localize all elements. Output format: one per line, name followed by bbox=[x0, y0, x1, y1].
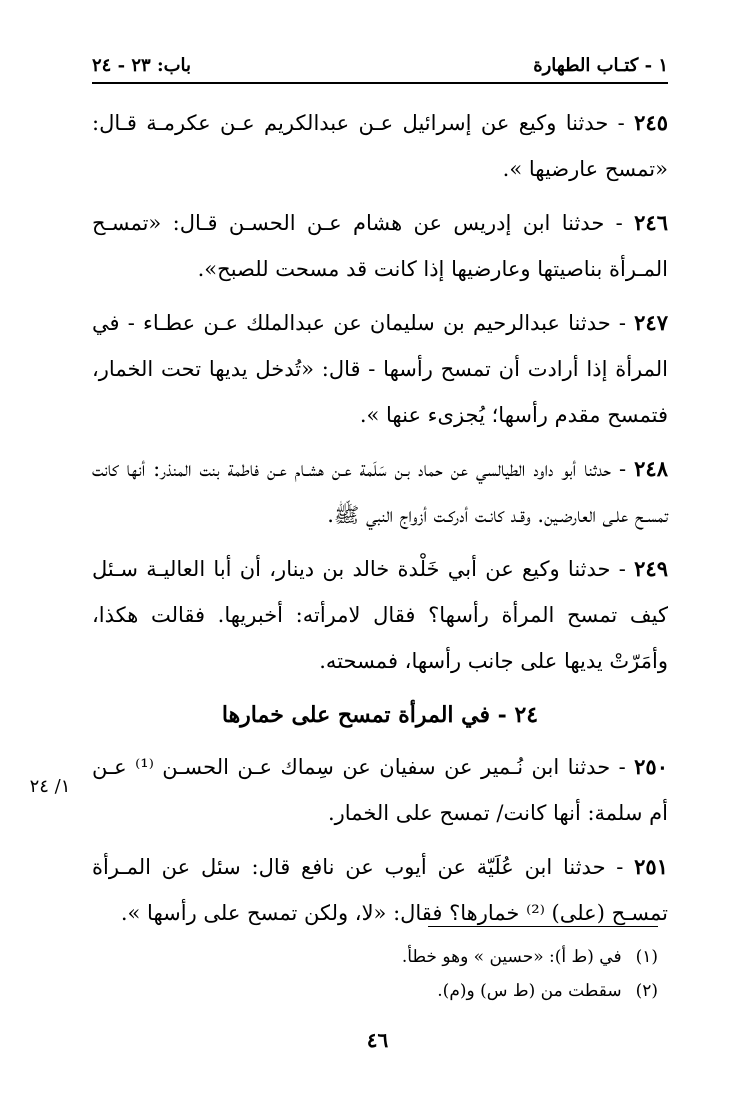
margin-page-reference: ١/ ٢٤ bbox=[29, 776, 71, 797]
hadith-text: حدثنا عبدالرحيم بن سليمان عن عبدالملك عـن عطـاء - في المرأة إذا أرادت أن تمسح رأسها - قال: «تُدخل يديها تحت الخمار، فتمسح مقدم رأسها؛ يُجزىء عنها ». bbox=[92, 311, 668, 427]
hadith-number: ٢٤٥ bbox=[634, 110, 668, 135]
hadith-text: حدثنا وكيع عن أبي خَلْدة خالد بن دينار، أن أبا العاليـة سـئل كيف تمسح المرأة رأسها؟ فقال لامرأته: أخبريها. فقالت هكذا، وأمَرّتْ يديها على جانب رأسها، فمسحته. bbox=[92, 557, 668, 673]
hadith-text: حدثنا أبو داود الطيالسي عن حماد بـن سَلَمة عـن هشـام عـن فاطمة بنت المنذر: أنها كانت تمسـح علـى العارضـين. وقـد كانـت أدركـت أزواج النبي ﷺ. bbox=[92, 457, 668, 527]
hadith-paragraph: ٢٤٧ - حدثنا عبدالرحيم بن سليمان عن عبدالملك عـن عطـاء - في المرأة إذا أرادت أن تمسح رأسها - قال: «تُدخل يديها تحت الخمار، فتمسح مقدم رأسها؛ يُجزىء عنها ». bbox=[92, 310, 668, 427]
hadith-paragraph: ٢٥٠ - حدثنا ابن نُـمير عن سفيان عن سِماك عـن الحسـن ⁽¹⁾ عـن أم سلمة: أنها كانت/ تمسح على الخمار. bbox=[92, 754, 668, 825]
book-title: ١ - كتـاب الطهارة bbox=[533, 54, 668, 76]
header-rule bbox=[92, 82, 668, 84]
hadith-text: حدثنا وكيع عن إسرائيل عـن عبدالكريم عـن عكرمـة قـال: «تمسح عارضيها ». bbox=[92, 111, 668, 181]
chapter-range: باب: ٢٣ - ٢٤ bbox=[92, 54, 192, 76]
main-text bbox=[92, 100, 668, 944]
hadith-paragraph: ٢٤٨ - حدثنا أبو داود الطيالسي عن حماد بـن سَلَمة عـن هشـام عـن فاطمة بنت المنذر: أنها كانت تمسـح علـى العارضـين. وقـد كانـت أدركـت أزواج النبي ﷺ. bbox=[92, 456, 668, 527]
running-header bbox=[92, 50, 668, 80]
hadith-text: حدثنا ابن نُـمير عن سفيان عن سِماك عـن الحسـن ⁽¹⁾ عـن أم سلمة: أنها كانت/ تمسح على الخمار. bbox=[92, 755, 668, 825]
footnote bbox=[300, 940, 658, 974]
footnote-text: سقطت من (ط س) و(م). bbox=[437, 981, 622, 1001]
chapter-heading: ٢٤ - في المرأة تمسح على خمارها bbox=[221, 702, 539, 728]
hadith-number: ٢٥٠ bbox=[634, 754, 668, 779]
hadith-paragraph: ٢٤٦ - حدثنا ابن إدريس عن هشام عـن الحسـن قـال: «تمسـح المـرأة بناصيتها وعارضيها إذا كانت قد مسحت للصبح». bbox=[92, 210, 668, 281]
footnote bbox=[300, 974, 658, 1008]
footnote-rule bbox=[428, 926, 658, 927]
footnote-mark: (٢) bbox=[635, 981, 658, 1001]
hadith-paragraph: ٢٥١ - حدثنا ابن عُلَيّة عن أيوب عن نافع قال: سئل عن المـرأة تمسـح (على) ⁽²⁾ خمارها؟ فقال: «لا، ولكن تمسح على رأسها ». bbox=[92, 854, 668, 925]
hadith-number: ٢٤٧ bbox=[634, 310, 668, 335]
footnotes bbox=[300, 940, 658, 1008]
hadith-paragraph: ٢٤٥ - حدثنا وكيع عن إسرائيل عـن عبدالكريم عـن عكرمـة قـال: «تمسح عارضيها ». bbox=[92, 110, 668, 181]
hadith-number: ٢٤٦ bbox=[634, 210, 668, 235]
footnote-text: في (ط أ): «حسين » وهو خطأ. bbox=[401, 947, 622, 967]
hadith-text: حدثنا ابن عُلَيّة عن أيوب عن نافع قال: سئل عن المـرأة تمسـح (على) ⁽²⁾ خمارها؟ فقال: «لا، ولكن تمسح على رأسها ». bbox=[92, 855, 668, 925]
hadith-paragraph: ٢٤٩ - حدثنا وكيع عن أبي خَلْدة خالد بن دينار، أن أبا العاليـة سـئل كيف تمسح المرأة رأسها؟ فقال لامرأته: أخبريها. فقالت هكذا، وأمَرّتْ يديها على جانب رأسها، فمسحته. bbox=[92, 556, 668, 673]
hadith-text: حدثنا ابن إدريس عن هشام عـن الحسـن قـال: «تمسـح المـرأة بناصيتها وعارضيها إذا كانت قد مسحت للصبح». bbox=[92, 211, 668, 281]
footnote-mark: (١) bbox=[635, 947, 658, 967]
hadith-number: ٢٥١ bbox=[634, 854, 668, 879]
page-number: ٤٦ bbox=[366, 1028, 389, 1052]
hadith-number: ٢٤٩ bbox=[634, 556, 668, 581]
hadith-number: ٢٤٨ bbox=[634, 456, 668, 481]
